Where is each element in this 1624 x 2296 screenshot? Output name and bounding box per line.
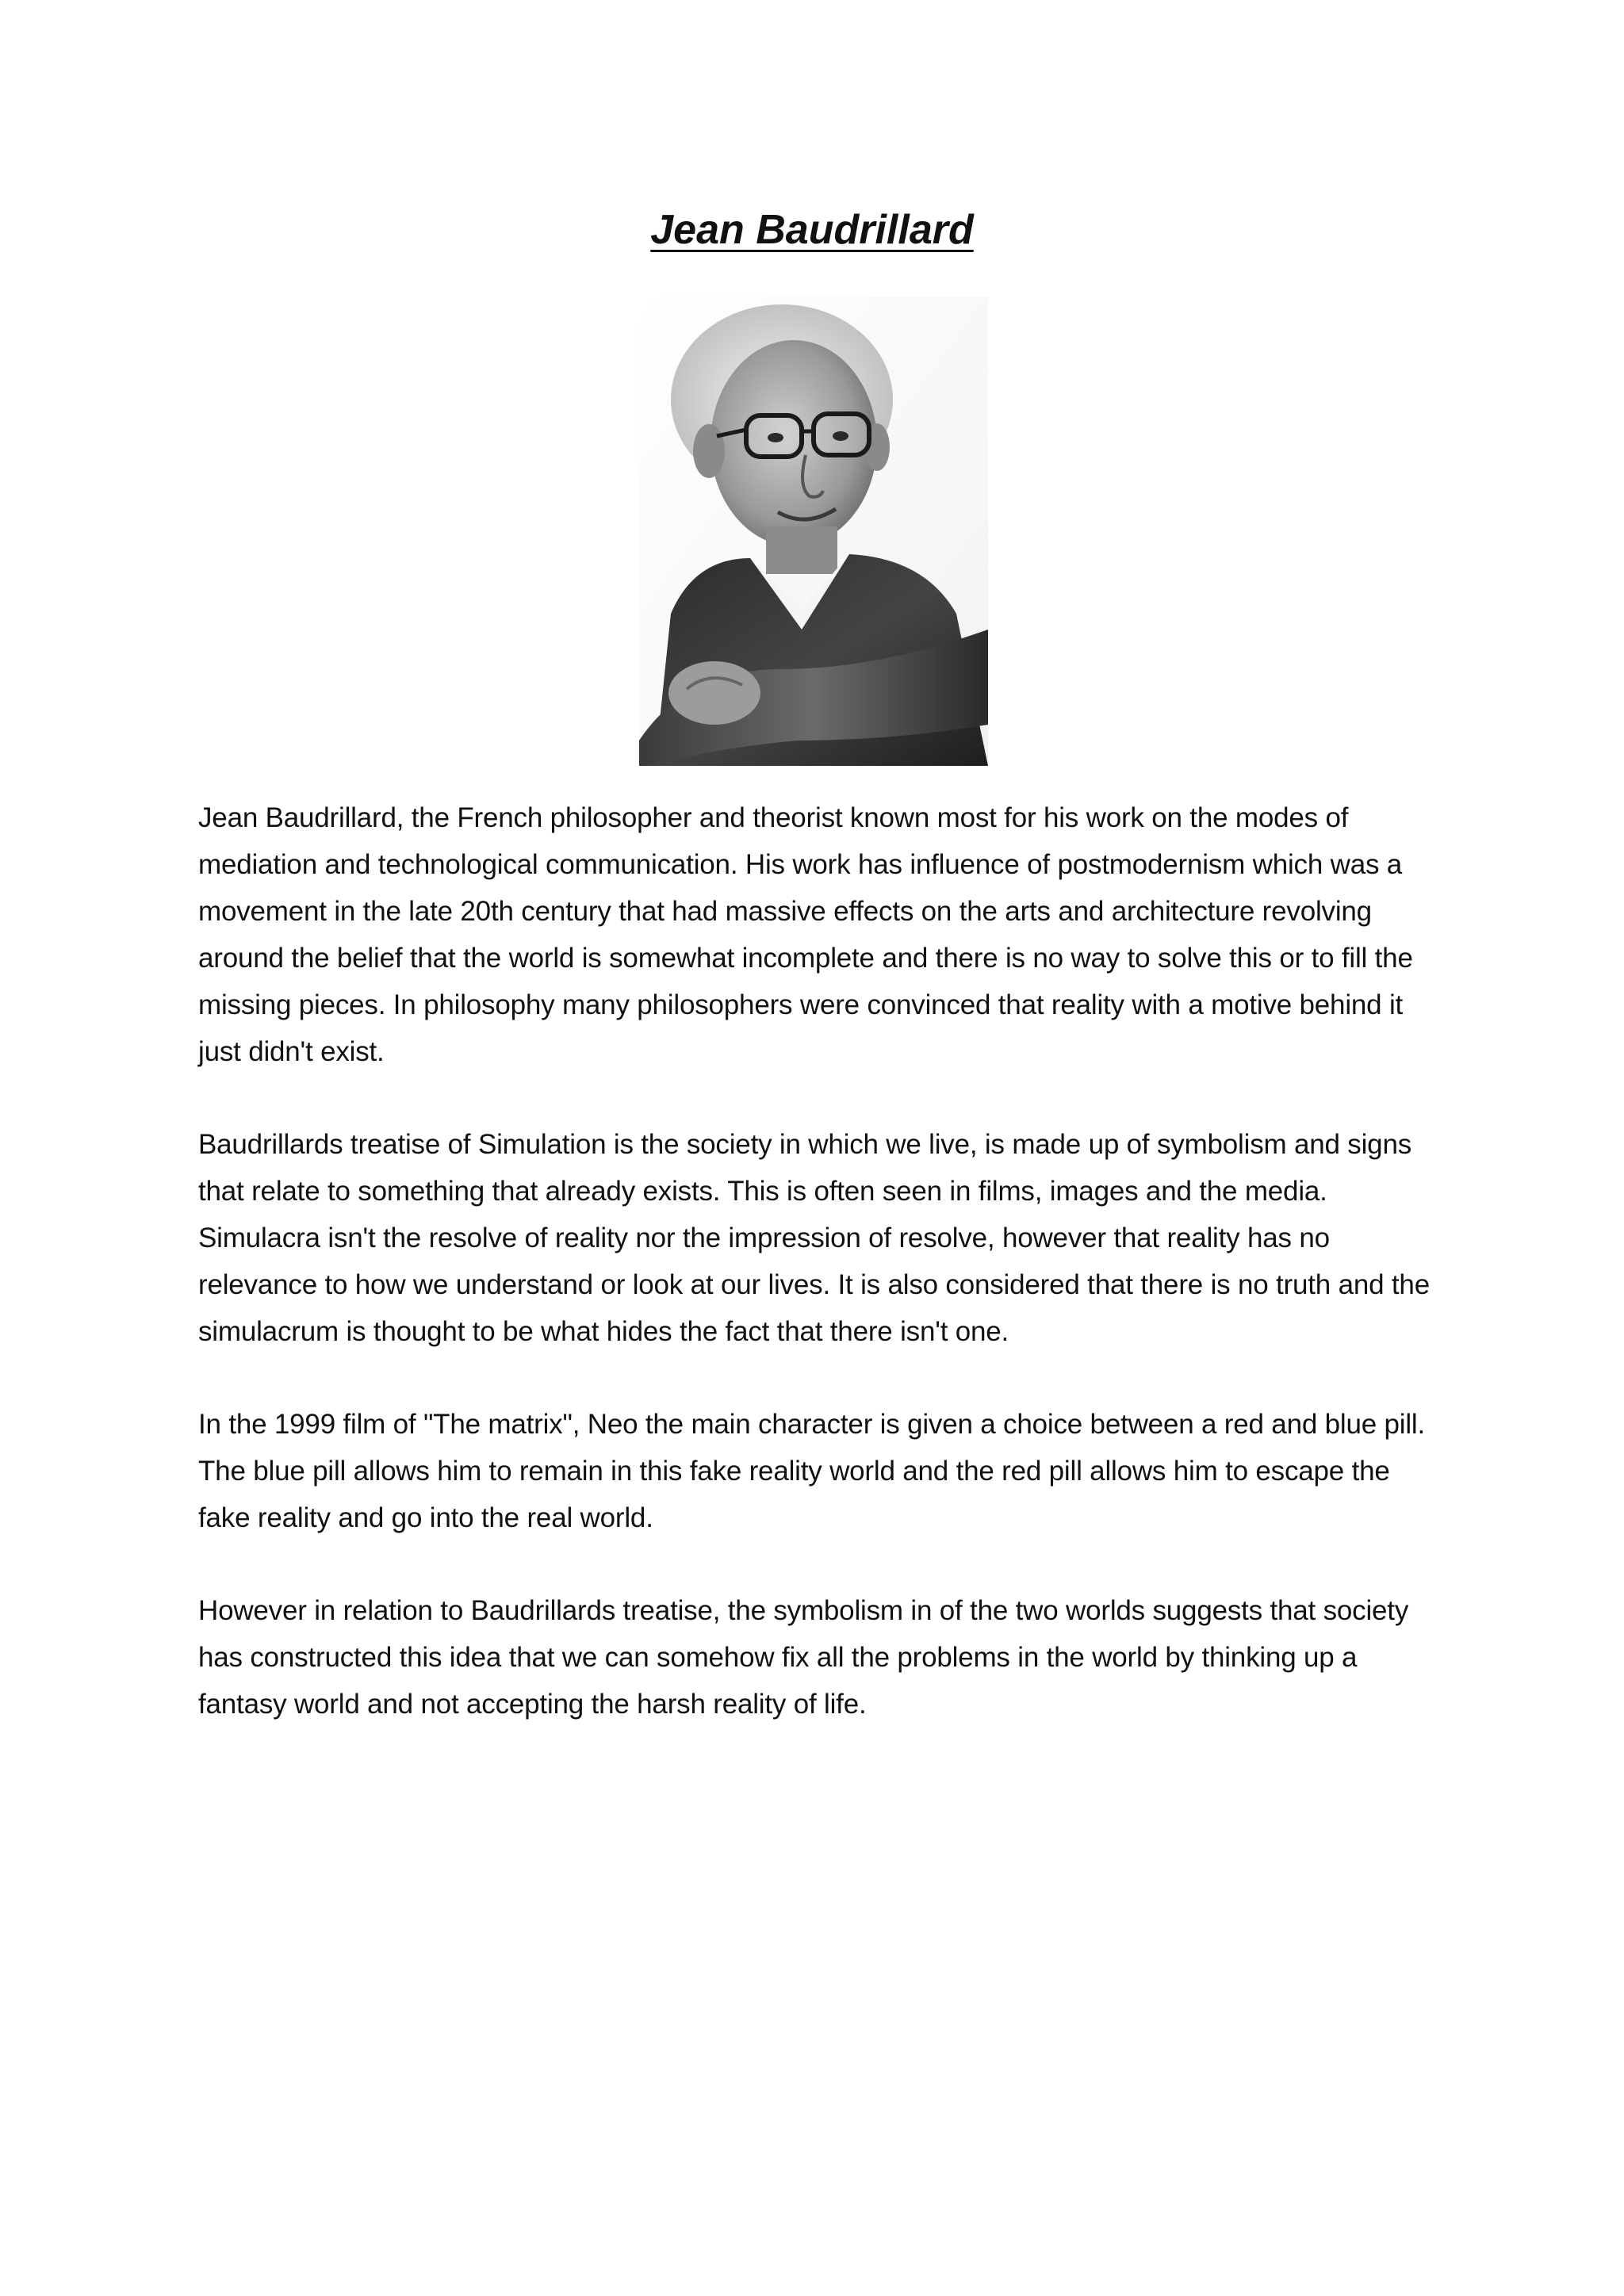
portrait-photo <box>639 297 988 766</box>
page-title: Jean Baudrillard <box>650 207 974 253</box>
paragraph: However in relation to Baudrillards treatise, the symbolism in of the two worlds suggests that society has constructed this idea that we can somehow fix all the problems in the world by thinking up a fantasy world and not accepting the harsh reality of life. <box>198 1595 1409 1720</box>
article-body <box>198 794 1443 1774</box>
paragraph: In the 1999 film of "The matrix", Neo the main character is given a choice between a red and blue pill. The blue pill allows him to remain in this fake reality world and the red pill allows him to escape the fake reality and go into the real world. <box>198 1409 1426 1533</box>
paragraph: Jean Baudrillard, the French philosopher and theorist known most for his work on the modes of mediation and technological communication. His work has influence of postmodernism which was a movement in the late 20th century that had massive effects on the arts and architecture revolving around the belief that the world is somewhat incomplete and there is no way to solve this or to fill the missing pieces. In philosophy many philosophers were convinced that reality with a motive behind it just didn't exist. <box>198 802 1413 1067</box>
paragraph: Baudrillards treatise of Simulation is the society in which we live, is made up of symbolism and signs that relate to something that already exists. This is often seen in films, images and the media. Simulacra isn't the resolve of reality nor the impression of resolve, however that reality has no relevance to how we understand or look at our lives. It is also considered that there is no truth and the simulacrum is thought to be what hides the fact that there isn't one. <box>198 1129 1430 1347</box>
